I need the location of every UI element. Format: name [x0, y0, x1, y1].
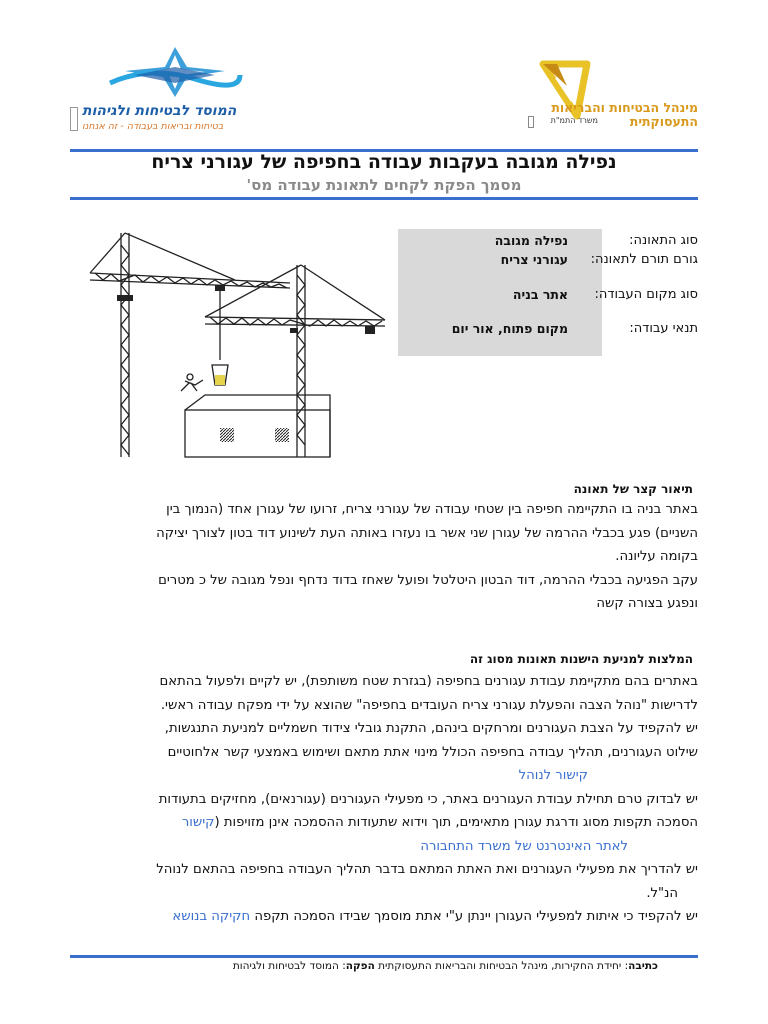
ministry-emblem-icon	[528, 116, 534, 128]
contributing-factor-value: עגורני צריח	[500, 252, 568, 267]
transport-ministry-link[interactable]: לאתר האינטרנט של משרד התחבורה	[420, 838, 628, 854]
info-values-panel	[398, 229, 602, 356]
institute-tagline: בטיחות ובריאות בעבודה - זה אנחנו	[82, 121, 224, 132]
production-label: הפקה	[345, 960, 375, 972]
contributing-factor-label: גורם תורם לתאונה:	[590, 252, 698, 267]
writing-value: יחידת החקירות, מינהל הבטיחות והבריאות התעסוקתית	[378, 960, 622, 972]
accident-type-value: נפילה מגובה	[494, 233, 568, 248]
description-line: בקומה עליונה.	[615, 549, 698, 564]
procedure-link[interactable]: קישור לנוהל	[518, 768, 588, 783]
footer-divider	[70, 955, 698, 958]
recommendation-line: יש להקפיד כי איתות למפעילי העגורן יינתן ע"י אתת מוסמך שבידו הסמכה תקפה	[250, 909, 698, 924]
workplace-type-label: סוג מקום העבודה:	[594, 287, 698, 302]
institute-emblem-icon	[70, 107, 78, 131]
recommendation-line: יש להקפיד על הצבת העגורנים ומרחקים בינהם, התקנת גובלי צידוד חשמליים למניעת התנגשות,	[164, 721, 698, 736]
tower-cranes-illustration	[85, 225, 390, 460]
description-line: עקב הפגיעה בכבלי ההרמה, דוד הבטון היטלטל ופועל שאחז בדוד נדחף ונפל מגובה של כ מטרים	[158, 572, 698, 588]
institute-logo	[70, 45, 260, 140]
recommendation-line: שילוט העגורנים, תהליך עבודה בחפיפה הכולל מינוי אתת מתאם ושימוש באמצעי קשר אלחוטיים	[167, 744, 698, 760]
recommendation-line: הסמכה תקפות מסוג ודרגת עגורן מתאימים, תוך וידוא שתעודות ההסמכה אינן מזויפות (	[214, 815, 698, 830]
legislation-link[interactable]: חקיקה בנושא	[172, 909, 251, 924]
recommendation-line: באתרים בהם מתקיימת עבודת עגורנים בחפיפה (בגזרת שטח משותפת), יש לקיים ולפעול בהתאם	[159, 674, 698, 689]
production-value: : המוסד לבטיחות ולגיהות	[232, 960, 346, 972]
osha-name-line2: התעסוקתית	[629, 114, 698, 129]
recommendation-line: יש להדריך את מפעילי העגורנים ואת האתת המתאם בדבר תהליך העבודה בחפיפה בהתאם לנוהל	[156, 862, 698, 877]
ministry-name: משרד התמ"ת	[550, 116, 598, 125]
page-subtitle: מסמך הפקת לקחים לתאונת עבודה מס'	[246, 176, 522, 194]
accident-type-label: סוג התאונה:	[629, 233, 698, 248]
recommendations-heading: המלצות למניעת הישנות תאונות מסוג זה	[469, 652, 693, 666]
recommendation-line: הנ"ל.	[646, 885, 678, 901]
description-line: ונפגע בצורה קשה	[596, 596, 698, 611]
description-line: באתר בניה בו התקיימה חפיפה בין שטחי עבודה של עגורני צריח, זרועו של עגורן אחד (הנמוך בין	[166, 502, 698, 517]
recommendation-line: יש לבדוק טרם תחילת עבודת העגורנים באתר, כי מפעילי העגורנים (עגורנאים), מחזיקים בתעודות	[158, 791, 698, 807]
description-heading: תיאור קצר של תאונה	[573, 482, 693, 496]
work-conditions-label: תנאי עבודה:	[629, 321, 698, 336]
recommendation-line: לדרישות "נוהל הצבה והפעלת עגורני צריח העובדים בחפיפה" שהוצא על ידי מפקח עבודה ראשי.	[160, 697, 698, 713]
transport-link-start[interactable]: קישור	[181, 815, 215, 830]
description-body	[78, 498, 698, 616]
writing-label: כתיבה	[628, 960, 658, 972]
workplace-type-value: אתר בניה	[512, 287, 568, 302]
osha-name-line1: מינהל הבטיחות והבריאות	[551, 100, 698, 115]
osha-logo	[528, 50, 698, 140]
institute-name: המוסד לבטיחות ולגיהות	[82, 103, 237, 119]
title-divider	[70, 197, 698, 200]
recommendations-body	[78, 670, 698, 929]
footer: כתיבה: יחידת החקירות, מינהל הבטיחות והבריאות התעסוקתית הפקה: המוסד לבטיחות ולגיהות	[232, 960, 658, 972]
star-wave-logo-icon	[105, 45, 245, 100]
work-conditions-value: מקום פתוח, אור יום	[451, 321, 568, 336]
page-title: נפילה מגובה בעקבות עבודה בחפיפה של עגורני צריח	[151, 151, 617, 173]
description-line: השניים) פגע בכבלי ההרמה של עגורן שני אשר בו נעזרו באותה העת לשינוע דוד בטון לצורך יציקה	[156, 525, 698, 541]
